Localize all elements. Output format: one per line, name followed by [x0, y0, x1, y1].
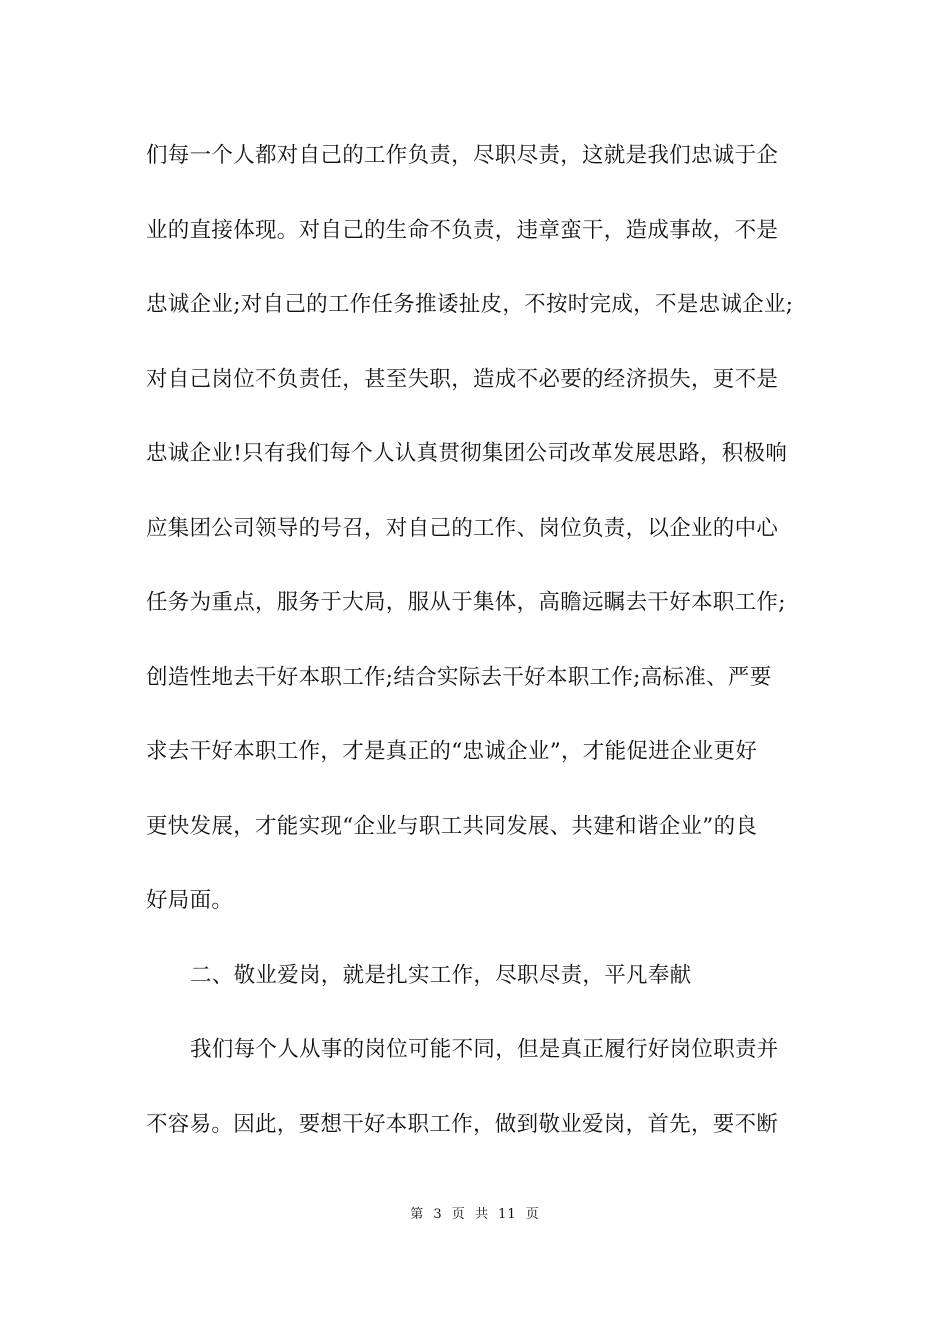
footer-page-unit: 页 [451, 1207, 466, 1222]
paragraph-first-line: 我们每个人从事的岗位可能不同，但是真正履行好岗位职责并 [190, 1037, 779, 1062]
footer-total-unit: 页 [525, 1207, 540, 1222]
body-line: 忠诚企业!只有我们每个人认真贯彻集团公司改革发展思路，积极响 [146, 441, 788, 466]
section-heading: 二、敬业爱岗，就是扎实工作，尽职尽责，平凡奉献 [190, 962, 692, 988]
footer-total-pages: 11 [498, 1207, 517, 1222]
footer-page-label: 第 [410, 1207, 425, 1222]
document-body [146, 134, 816, 1177]
body-line: 们每一个人都对自己的工作负责，尽职尽责，这就是我们忠诚于企 [146, 143, 779, 168]
page-footer [0, 1206, 950, 1224]
body-line: 业的直接体现。对自己的生命不负责，违章蛮干，造成事故，不是 [146, 217, 779, 243]
body-line: 求去干好本职工作，才是真正的“忠诚企业”，才能促进企业更好 [146, 739, 758, 764]
body-line: 好局面。 [146, 888, 234, 913]
body-line: 更快发展，才能实现“企业与职工共同发展、共建和谐企业”的良 [146, 813, 758, 839]
body-line: 任务为重点，服务于大局，服从于集体，高瞻远瞩去干好本职工作; [146, 590, 786, 615]
body-line: 不容易。因此，要想干好本职工作，做到敬业爱岗，首先，要不断 [146, 1111, 779, 1137]
body-line: 忠诚企业;对自己的工作任务推诿扯皮，不按时完成，不是忠诚企业; [146, 292, 794, 317]
footer-total-label: 共 [474, 1207, 489, 1222]
footer-page-number: 3 [433, 1207, 443, 1222]
body-line: 对自己岗位不负责任，甚至失职，造成不必要的经济损失，更不是 [146, 366, 779, 392]
body-line: 应集团公司领导的号召，对自己的工作、岗位负责，以企业的中心 [146, 515, 779, 541]
body-line: 创造性地去干好本职工作;结合实际去干好本职工作;高标准、严要 [146, 664, 772, 690]
